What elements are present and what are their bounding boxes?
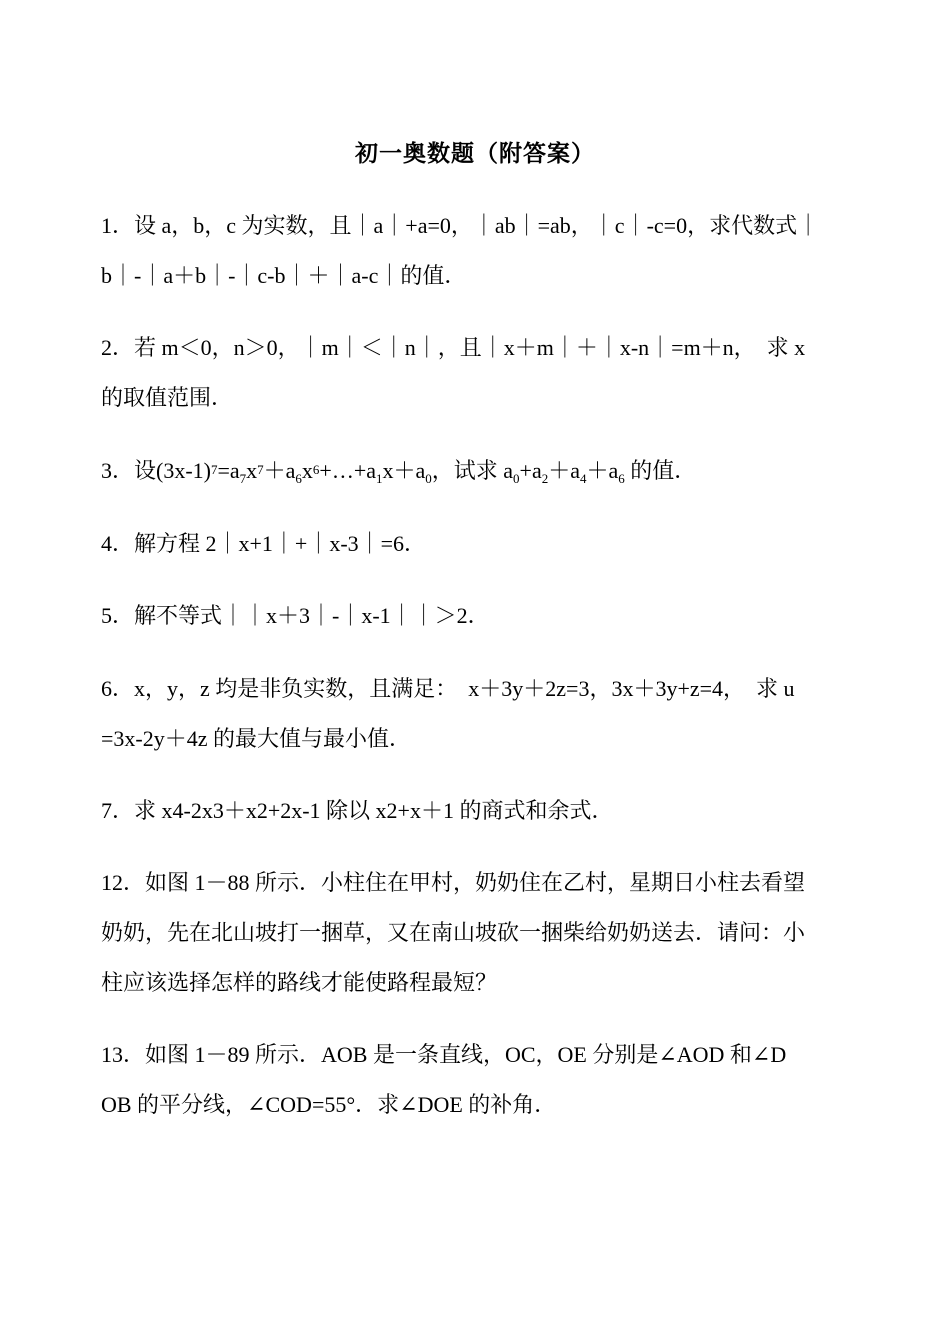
problem-2: [101, 323, 863, 423]
problem-4: [101, 519, 863, 569]
text-segment: ＋a: [263, 458, 296, 483]
subscript: 6: [295, 471, 302, 486]
problem-line: 4．解方程 2｜x+1｜+｜x-3｜=6．: [101, 531, 427, 556]
text-segment: 的值．: [624, 458, 697, 483]
text-segment: ＋a: [586, 458, 619, 483]
subscript: 4: [579, 471, 587, 486]
problem-1: [101, 201, 863, 301]
problem-line: 的取值范围．: [101, 385, 234, 410]
problem-12: [101, 858, 863, 1008]
text-segment: 3．设(3x-1): [101, 458, 211, 483]
superscript: 6: [312, 462, 320, 477]
problem-line: =3x-2y＋4z 的最大值与最小值．: [101, 726, 411, 751]
problem-3: [101, 446, 863, 496]
text-segment: ＋a: [548, 458, 580, 483]
problem-6: [101, 664, 863, 764]
problem-line: 5．解不等式｜｜x＋3｜-｜x-1｜｜＞2．: [101, 603, 490, 628]
problem-line: 7．求 x4-2x3＋x2+2x-1 除以 x2+x＋1 的商式和余式．: [101, 798, 614, 823]
problem-line: 奶奶，先在北山坡打一捆草，又在南山坡砍一捆柴给奶奶送去．请问：小: [101, 920, 806, 945]
problem-line: [101, 446, 863, 496]
subscript: 6: [618, 471, 625, 486]
problem-line: OB 的平分线，∠COD=55°．求∠DOE 的补角．: [101, 1092, 557, 1117]
problem-line: 柱应该选择怎样的路线才能使路程最短？: [101, 970, 498, 995]
text-segment: x: [301, 458, 313, 483]
subscript: 2: [541, 471, 549, 486]
problem-line: b｜-｜a＋b｜-｜c-b｜＋｜a-c｜的值．: [101, 263, 467, 288]
subscript: 1: [376, 471, 383, 486]
problem-line: 13．如图 1－89 所示．AOB 是一条直线，OC，OE 分别是∠AOD 和∠D: [101, 1042, 787, 1067]
text-segment: x: [246, 458, 258, 483]
problem-5: [101, 591, 863, 641]
problem-line: 12．如图 1－88 所示．小柱住在甲村，奶奶住在乙村，星期日小柱去看望: [101, 870, 806, 895]
problem-7: [101, 786, 863, 836]
text-segment: +a: [519, 458, 542, 483]
text-segment: x＋a: [382, 458, 426, 483]
subscript: 7: [239, 471, 247, 486]
subscript: 0: [513, 471, 520, 486]
problem-line: 6．x，y，z 均是非负实数，且满足： x＋3y＋2z=3，3x＋3y+z=4， 求 u: [101, 676, 795, 701]
subscript: 0: [425, 471, 432, 486]
problem-13: [101, 1030, 863, 1130]
superscript: 7: [210, 462, 218, 477]
problem-line: 2．若 m＜0，n＞0，｜m｜＜｜n｜，且｜x＋m｜＋｜x-n｜=m＋n， 求 x: [101, 335, 806, 360]
superscript: 7: [257, 462, 264, 477]
text-segment: +…+a: [319, 458, 377, 483]
text-segment: =a: [217, 458, 240, 483]
page-title: 初一奥数题（附答案）: [355, 141, 595, 166]
problem-line: 1．设 a，b，c 为实数，且｜a｜+a=0，｜ab｜=ab，｜c｜-c=0，求代数式｜: [101, 213, 820, 238]
text-segment: ，试求 a: [431, 458, 514, 483]
